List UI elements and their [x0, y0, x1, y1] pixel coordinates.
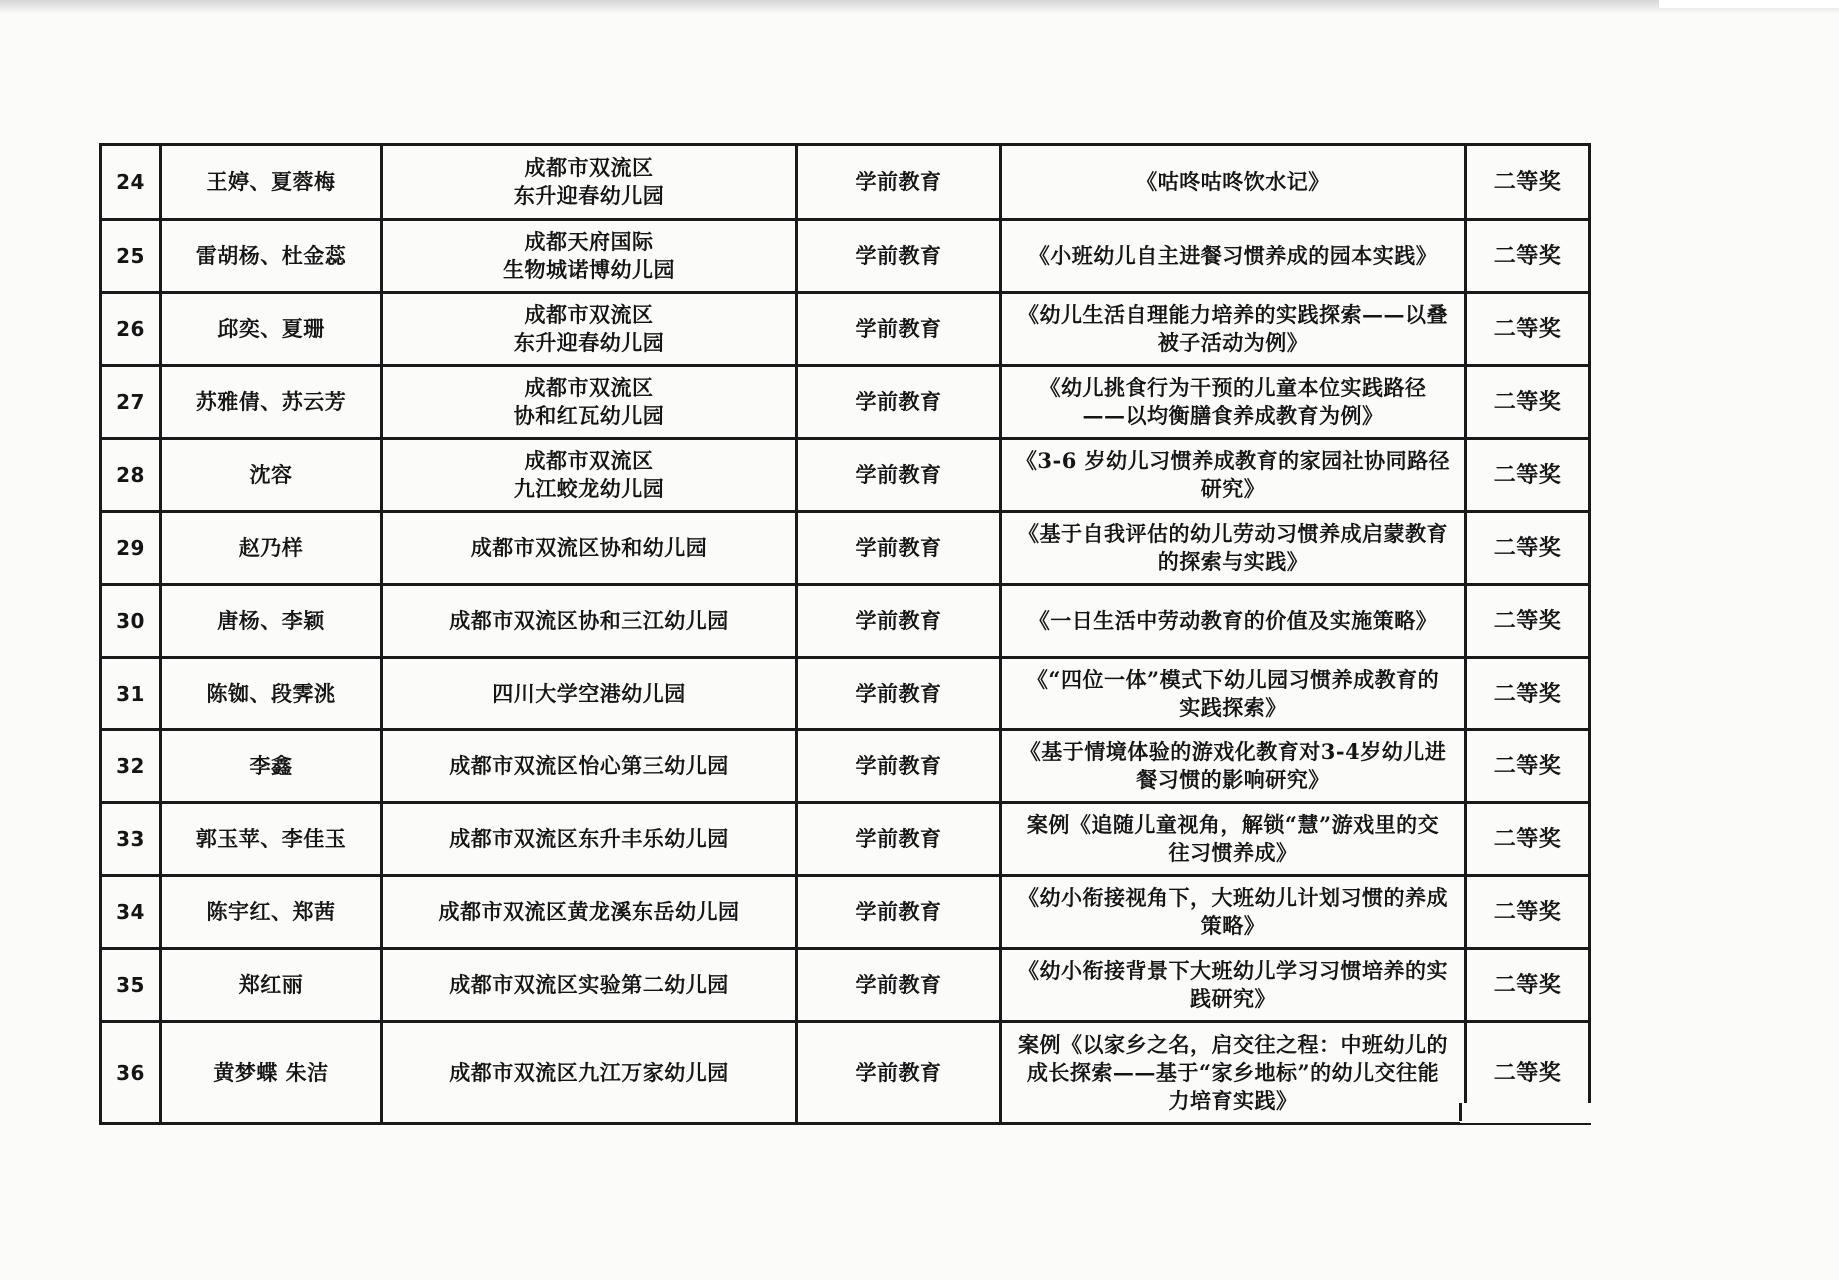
award-level: 二等奖 — [1466, 439, 1590, 512]
award-level: 二等奖 — [1466, 512, 1590, 585]
school-name-line: 成都天府国际 — [524, 229, 654, 254]
school-name-line: 成都市双流区怡心第三幼儿园 — [449, 753, 729, 778]
school-name — [382, 730, 797, 803]
row-number: 33 — [101, 803, 161, 876]
paper-title-line: 《基于情境体验的游戏化教育对3-4岁幼儿进 — [1019, 739, 1447, 764]
school-name — [382, 658, 797, 730]
category: 学前教育 — [797, 585, 1001, 658]
school-name — [382, 512, 797, 585]
category: 学前教育 — [797, 220, 1001, 293]
school-name-line: 成都市双流区黄龙溪东岳幼儿园 — [438, 899, 740, 924]
paper-title-line: 的探索与实践》 — [1157, 549, 1309, 574]
table-row — [101, 1022, 1590, 1124]
author-names: 邱奕、夏珊 — [161, 293, 382, 366]
paper-title-line: 被子活动为例》 — [1157, 330, 1309, 355]
school-name-line: 协和红瓦幼儿园 — [513, 403, 665, 428]
table-row — [101, 876, 1590, 949]
category: 学前教育 — [797, 293, 1001, 366]
school-name-line: 成都市双流区 — [524, 375, 654, 400]
school-name — [382, 949, 797, 1022]
awards-table-body — [101, 145, 1590, 1124]
category: 学前教育 — [797, 1022, 1001, 1124]
school-name-line: 成都市双流区协和三江幼儿园 — [449, 608, 729, 633]
paper-title — [1001, 876, 1466, 949]
row-number: 34 — [101, 876, 161, 949]
award-level: 二等奖 — [1466, 220, 1590, 293]
author-names: 陈铷、段霁洮 — [161, 658, 382, 730]
school-name-line: 生物城诺博幼儿园 — [503, 257, 675, 282]
school-name — [382, 876, 797, 949]
table-tail-gap — [1460, 1103, 1600, 1123]
paper-title — [1001, 1022, 1466, 1124]
category: 学前教育 — [797, 366, 1001, 439]
table-tail-divider — [1459, 1103, 1462, 1121]
category: 学前教育 — [797, 949, 1001, 1022]
author-names: 李鑫 — [161, 730, 382, 803]
author-names: 雷胡杨、杜金蕊 — [161, 220, 382, 293]
paper-title-line: 《“四位一体”模式下幼儿园习惯养成教育的 — [1026, 666, 1440, 692]
paper-title-line: 《幼小衔接背景下大班幼儿学习习惯培养的实 — [1018, 958, 1448, 983]
row-number: 26 — [101, 293, 161, 366]
table-row — [101, 220, 1590, 293]
category: 学前教育 — [797, 803, 1001, 876]
author-names: 王婷、夏蓉梅 — [161, 145, 382, 220]
paper-title-line: 《幼小衔接视角下，大班幼儿计划习惯的养成 — [1018, 885, 1448, 910]
school-name — [382, 293, 797, 366]
author-names: 苏雅倩、苏云芳 — [161, 366, 382, 439]
row-number: 31 — [101, 658, 161, 730]
row-number: 28 — [101, 439, 161, 512]
author-names: 黄梦蝶 朱洁 — [161, 1022, 382, 1124]
paper-title-line: 《幼儿挑食行为干预的儿童本位实践路径 — [1039, 375, 1427, 400]
paper-title — [1001, 439, 1466, 512]
row-number: 35 — [101, 949, 161, 1022]
row-number: 29 — [101, 512, 161, 585]
award-level: 二等奖 — [1466, 730, 1590, 803]
category: 学前教育 — [797, 439, 1001, 512]
table-row — [101, 366, 1590, 439]
paper-title-line: 成长探索——基于“家乡地标”的幼儿交往能 — [1026, 1059, 1440, 1085]
award-level: 二等奖 — [1466, 876, 1590, 949]
award-level: 二等奖 — [1466, 658, 1590, 730]
school-name-line: 成都市双流区东升丰乐幼儿园 — [449, 826, 729, 851]
paper-title-line: 研究》 — [1200, 476, 1266, 501]
category: 学前教育 — [797, 876, 1001, 949]
paper-title-line: 力培育实践》 — [1168, 1087, 1298, 1113]
paper-title-line: 践研究》 — [1190, 986, 1276, 1011]
category: 学前教育 — [797, 658, 1001, 730]
table-row — [101, 439, 1590, 512]
row-number: 27 — [101, 366, 161, 439]
category: 学前教育 — [797, 730, 1001, 803]
paper-title-line: 《3-6 岁幼儿习惯养成教育的家园社协同路径 — [1015, 448, 1451, 473]
paper-title — [1001, 658, 1466, 730]
author-names: 唐杨、李颖 — [161, 585, 382, 658]
paper-title-line: ——以均衡膳食养成教育为例》 — [1082, 403, 1384, 428]
school-name — [382, 585, 797, 658]
table-row — [101, 949, 1590, 1022]
school-name-line: 四川大学空港幼儿园 — [492, 680, 686, 706]
award-level: 二等奖 — [1466, 145, 1590, 220]
school-name-line: 成都市双流区 — [524, 155, 654, 180]
paper-title — [1001, 366, 1466, 439]
school-name-line: 成都市双流区 — [524, 448, 654, 473]
paper-title — [1001, 585, 1466, 658]
scan-top-right-edge — [1659, 0, 1839, 8]
awards-table — [99, 143, 1591, 1125]
school-name — [382, 1022, 797, 1124]
table-row — [101, 512, 1590, 585]
school-name-line: 东升迎春幼儿园 — [513, 183, 665, 208]
award-level: 二等奖 — [1466, 803, 1590, 876]
author-names: 郭玉苹、李佳玉 — [161, 803, 382, 876]
school-name-line: 九江蛟龙幼儿园 — [513, 476, 665, 501]
category: 学前教育 — [797, 512, 1001, 585]
table-row — [101, 658, 1590, 730]
author-names: 陈宇红、郑茜 — [161, 876, 382, 949]
award-level: 二等奖 — [1466, 293, 1590, 366]
category: 学前教育 — [797, 145, 1001, 220]
table-row — [101, 803, 1590, 876]
author-names: 郑红丽 — [161, 949, 382, 1022]
paper-title-line: 《咕咚咕咚饮水记》 — [1136, 169, 1330, 194]
paper-title — [1001, 512, 1466, 585]
table-row — [101, 585, 1590, 658]
school-name — [382, 366, 797, 439]
award-level: 二等奖 — [1466, 366, 1590, 439]
paper-title-line: 实践探索》 — [1179, 694, 1287, 720]
paper-title-line: 案例《追随儿童视角，解锁“慧”游戏里的交 — [1026, 812, 1440, 837]
paper-title — [1001, 293, 1466, 366]
paper-title — [1001, 220, 1466, 293]
author-names: 赵乃样 — [161, 512, 382, 585]
paper-title-line: 策略》 — [1200, 913, 1266, 938]
table-row — [101, 293, 1590, 366]
school-name — [382, 803, 797, 876]
paper-title-line: 《幼儿生活自理能力培养的实践探索——以叠 — [1018, 302, 1448, 327]
table-row — [101, 145, 1590, 220]
row-number: 25 — [101, 220, 161, 293]
school-name-line: 成都市双流区实验第二幼儿园 — [449, 972, 729, 997]
row-number: 30 — [101, 585, 161, 658]
paper-title-line: 《小班幼儿自主进餐习惯养成的园本实践》 — [1028, 243, 1438, 268]
school-name — [382, 439, 797, 512]
author-names: 沈容 — [161, 439, 382, 512]
school-name — [382, 145, 797, 220]
paper-title-line: 餐习惯的影响研究》 — [1136, 767, 1330, 792]
scan-top-edge — [0, 0, 1839, 14]
award-level: 二等奖 — [1466, 1022, 1590, 1124]
school-name — [382, 220, 797, 293]
table-row — [101, 730, 1590, 803]
school-name-line: 东升迎春幼儿园 — [513, 330, 665, 355]
school-name-line: 成都市双流区 — [524, 302, 654, 327]
paper-title — [1001, 803, 1466, 876]
school-name-line: 成都市双流区九江万家幼儿园 — [449, 1059, 729, 1085]
paper-title-line: 案例《以家乡之名，启交往之程：中班幼儿的 — [1018, 1031, 1448, 1057]
paper-title — [1001, 730, 1466, 803]
award-level: 二等奖 — [1466, 585, 1590, 658]
paper-title-line: 《一日生活中劳动教育的价值及实施策略》 — [1028, 608, 1438, 633]
school-name-line: 成都市双流区协和幼儿园 — [470, 535, 708, 560]
paper-title — [1001, 949, 1466, 1022]
row-number: 32 — [101, 730, 161, 803]
paper-title-line: 往习惯养成》 — [1168, 840, 1298, 865]
paper-title — [1001, 145, 1466, 220]
row-number: 24 — [101, 145, 161, 220]
row-number: 36 — [101, 1022, 161, 1124]
award-level: 二等奖 — [1466, 949, 1590, 1022]
paper-title-line: 《基于自我评估的幼儿劳动习惯养成启蒙教育 — [1018, 521, 1448, 546]
